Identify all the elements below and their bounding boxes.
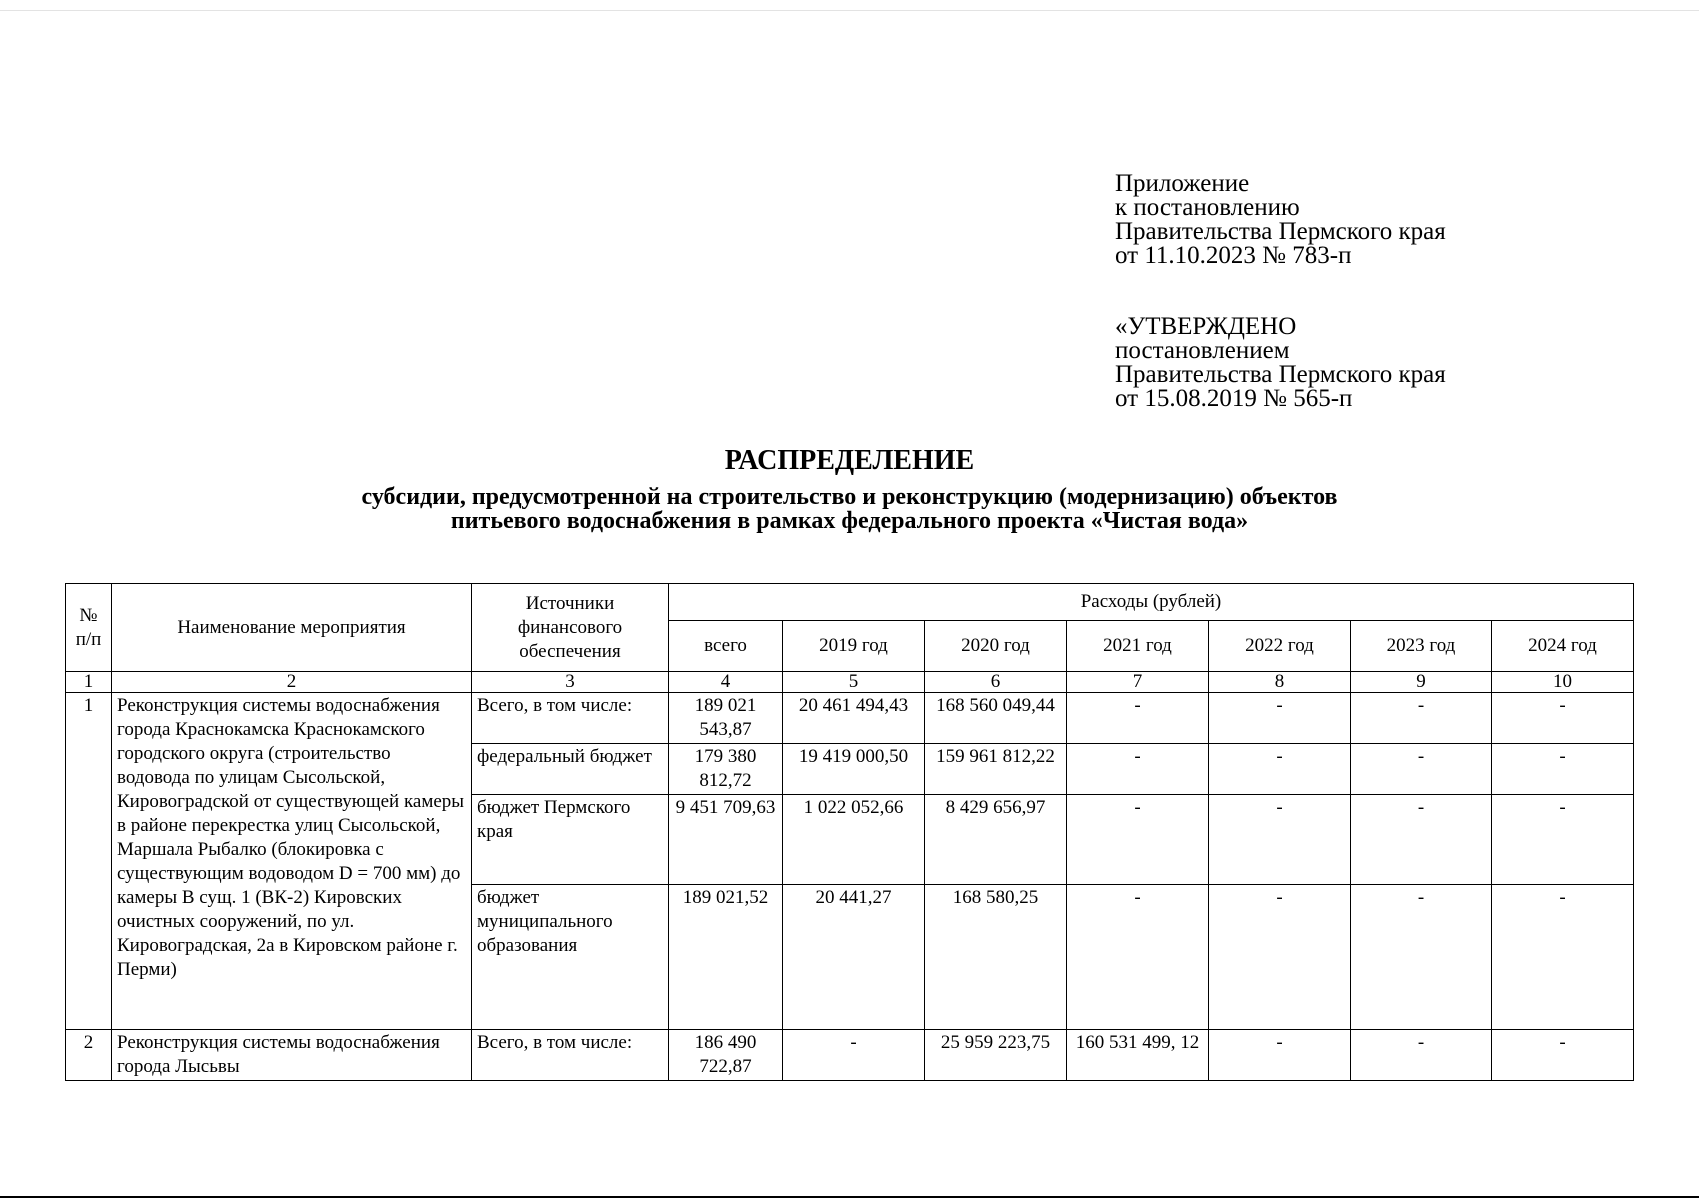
value-2023: - — [1351, 885, 1492, 1030]
value-2020: 168 580,25 — [925, 885, 1067, 1030]
value-2021: 160 531 499, 12 — [1067, 1030, 1209, 1081]
header-expenses: Расходы (рублей) — [669, 584, 1634, 621]
value-2020: 159 961 812,22 — [925, 744, 1067, 795]
column-number: 5 — [783, 672, 925, 693]
column-number: 10 — [1492, 672, 1634, 693]
appendix-line: Правительства Пермского края — [1115, 218, 1446, 245]
approval-line: от 15.08.2019 № 565-п — [1115, 385, 1353, 412]
appendix-block — [1115, 172, 1446, 268]
value-total: 189 021,52 — [669, 885, 783, 1030]
project-name: Реконструкция системы водоснабжения города Лысьвы — [112, 1030, 472, 1081]
value-2024: - — [1492, 1030, 1634, 1081]
value-2019: 1 022 052,66 — [783, 795, 925, 885]
value-2023: - — [1351, 693, 1492, 744]
value-2021: - — [1067, 693, 1209, 744]
appendix-line: к постановлению — [1115, 194, 1300, 221]
value-2023: - — [1351, 795, 1492, 885]
header-name: Наименование мероприятия — [112, 584, 472, 672]
column-number: 2 — [112, 672, 472, 693]
value-2021: - — [1067, 885, 1209, 1030]
funding-source: федеральный бюджет — [472, 744, 669, 795]
value-2023: - — [1351, 744, 1492, 795]
value-2020: 168 560 049,44 — [925, 693, 1067, 744]
approval-line: постановлением — [1115, 337, 1290, 364]
header-total: всего — [669, 621, 783, 672]
funding-source: бюджет муниципального образования — [472, 885, 669, 1030]
column-number: 7 — [1067, 672, 1209, 693]
value-2019: 20 441,27 — [783, 885, 925, 1030]
column-number: 9 — [1351, 672, 1492, 693]
value-total: 179 380 812,72 — [669, 744, 783, 795]
column-numbers-row — [66, 672, 1634, 693]
funding-source: Всего, в том числе: — [472, 1030, 669, 1081]
approval-block — [1115, 315, 1446, 411]
value-2022: - — [1209, 795, 1351, 885]
value-2022: - — [1209, 885, 1351, 1030]
appendix-line: Приложение — [1115, 170, 1250, 197]
value-2024: - — [1492, 795, 1634, 885]
project-number: 2 — [66, 1030, 112, 1081]
header-num: № п/п — [66, 584, 112, 672]
funding-source: Всего, в том числе: — [472, 693, 669, 744]
value-total: 189 021 543,87 — [669, 693, 783, 744]
column-number: 1 — [66, 672, 112, 693]
project-name: Реконструкция системы водоснабжения города Краснокамска Краснокамского городского округа (строительство водовода по улицам Сысольской, Кировоградской от существующей камеры в районе перекрестка улиц Сысольской, Маршала Рыбалко (блокировка с существующим водоводом D = 700 мм) до камеры В сущ. 1 (ВК-2) Кировских очистных сооружений, по ул. Кировоградская, 2а в Кировском районе г. Перми) — [112, 693, 472, 1030]
value-2022: - — [1209, 693, 1351, 744]
document-subtitle — [0, 485, 1699, 533]
table-row — [66, 1030, 1634, 1081]
header-year-2023: 2023 год — [1351, 621, 1492, 672]
value-2023: - — [1351, 1030, 1492, 1081]
value-2020: 8 429 656,97 — [925, 795, 1067, 885]
scan-edge — [0, 10, 1699, 11]
value-2024: - — [1492, 744, 1634, 795]
document-title: РАСПРЕДЕЛЕНИЕ — [724, 445, 975, 476]
table-row — [66, 693, 1634, 744]
column-number: 4 — [669, 672, 783, 693]
value-2024: - — [1492, 693, 1634, 744]
value-2020: 25 959 223,75 — [925, 1030, 1067, 1081]
column-number: 3 — [472, 672, 669, 693]
subtitle-line-1: субсидии, предусмотренной на строительство и реконструкцию (модернизацию) объектов — [361, 484, 1338, 510]
header-year-2021: 2021 год — [1067, 621, 1209, 672]
column-number: 8 — [1209, 672, 1351, 693]
approval-line: «УТВЕРЖДЕНО — [1115, 313, 1297, 340]
value-2019: 20 461 494,43 — [783, 693, 925, 744]
value-2021: - — [1067, 795, 1209, 885]
header-year-2022: 2022 год — [1209, 621, 1351, 672]
scan-edge — [0, 1196, 1699, 1198]
value-2021: - — [1067, 744, 1209, 795]
approval-line: Правительства Пермского края — [1115, 361, 1446, 388]
header-year-2024: 2024 год — [1492, 621, 1634, 672]
value-2024: - — [1492, 885, 1634, 1030]
value-2022: - — [1209, 1030, 1351, 1081]
header-year-2019: 2019 год — [783, 621, 925, 672]
header-year-2020: 2020 год — [925, 621, 1067, 672]
column-number: 6 — [925, 672, 1067, 693]
funding-source: бюджет Пермского края — [472, 795, 669, 885]
value-2022: - — [1209, 744, 1351, 795]
value-2019: 19 419 000,50 — [783, 744, 925, 795]
value-total: 186 490 722,87 — [669, 1030, 783, 1081]
project-number: 1 — [66, 693, 112, 1030]
value-2019: - — [783, 1030, 925, 1081]
appendix-line: от 11.10.2023 № 783-п — [1115, 242, 1352, 269]
subtitle-line-2: питьевого водоснабжения в рамках федерального проекта «Чистая вода» — [450, 508, 1249, 534]
distribution-table — [65, 583, 1634, 1081]
header-source: Источники финансового обеспечения — [472, 584, 669, 672]
value-total: 9 451 709,63 — [669, 795, 783, 885]
